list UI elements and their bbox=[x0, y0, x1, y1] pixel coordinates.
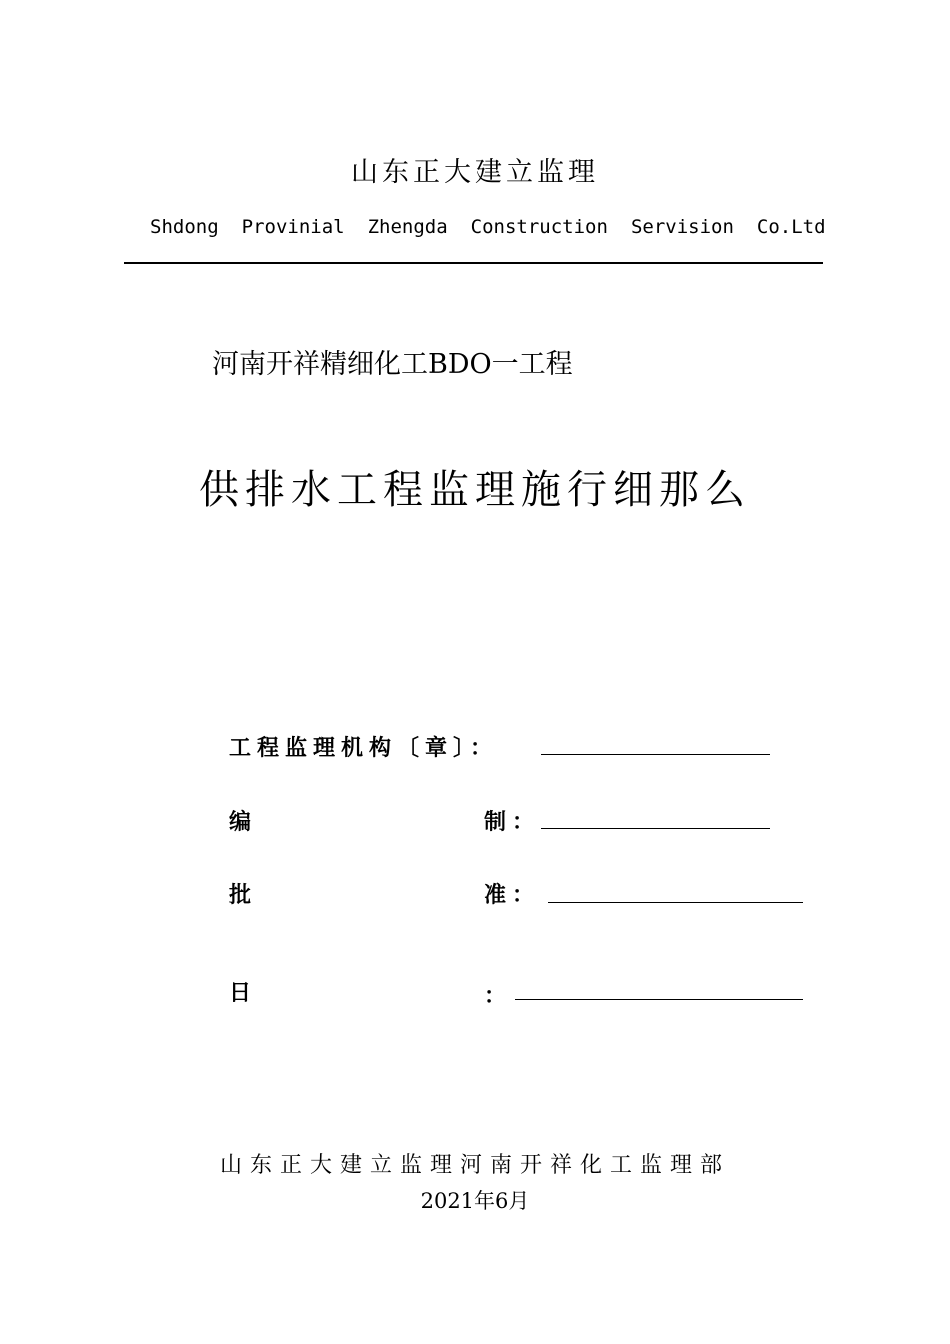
company-en-word: Provinial bbox=[241, 216, 345, 238]
document-title: 供排水工程监理施行细那么 bbox=[199, 467, 751, 513]
company-en-word: Zhengda bbox=[367, 216, 448, 238]
compile-field-label-left: 编 bbox=[229, 810, 258, 835]
org-field-label: 工程监理机构〔章〕： bbox=[229, 736, 499, 761]
date-field-line bbox=[515, 999, 803, 1000]
footer-organization: 山东正大建立监理河南开祥化工监理部 bbox=[219, 1153, 730, 1178]
approve-field-label-left: 批 bbox=[229, 883, 258, 908]
approve-field-label-right: 准： bbox=[484, 883, 541, 908]
org-field-line bbox=[541, 754, 770, 755]
company-en-word: Shdong bbox=[150, 216, 219, 238]
company-name-en bbox=[150, 216, 826, 238]
compile-field-line bbox=[541, 828, 770, 829]
date-field-label-right: ： bbox=[484, 984, 513, 1009]
approve-field-line bbox=[548, 902, 803, 903]
company-en-word: Co.Ltd bbox=[756, 216, 826, 238]
project-name: 河南开祥精细化工BDO一工程 bbox=[212, 349, 573, 380]
company-en-word: Servision bbox=[630, 216, 734, 238]
compile-field-label-right: 制： bbox=[484, 810, 541, 835]
company-name-cn: 山东正大建立监理 bbox=[351, 157, 599, 188]
header-divider bbox=[124, 262, 823, 264]
date-field-label-left: 日 bbox=[229, 981, 258, 1006]
footer-date: 2021年6月 bbox=[420, 1189, 530, 1213]
company-en-word: Construction bbox=[470, 216, 608, 238]
